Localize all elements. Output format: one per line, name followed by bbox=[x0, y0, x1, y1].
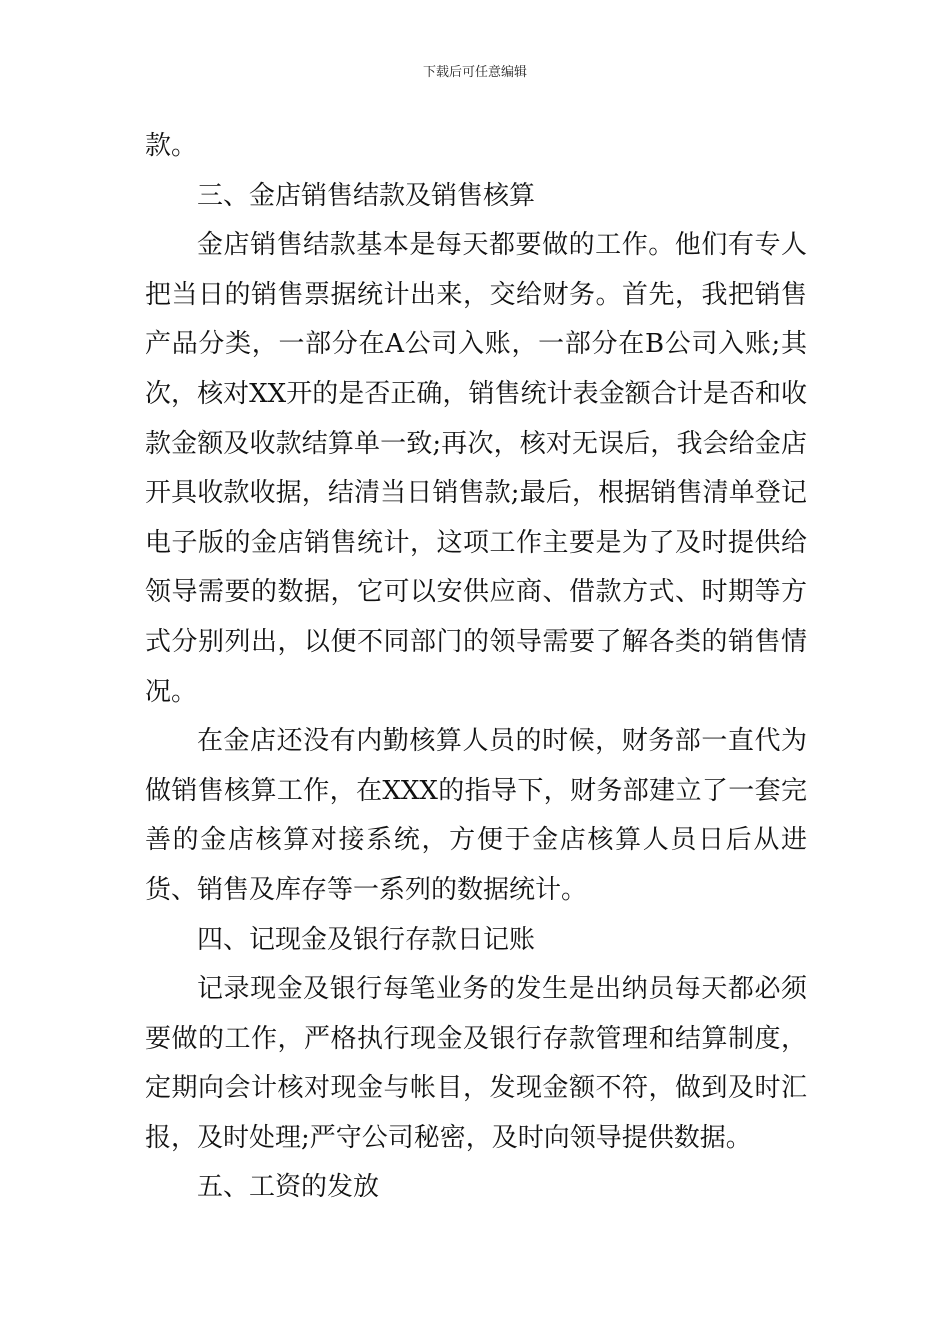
paragraph: 在金店还没有内勤核算人员的时候，财务部一直代为做销售核算工作，在XXX的指导下，财务部建立了一套完善的金店核算对接系统，方便于金店核算人员日后从进货、销售及库存等一系列的数据统计。 bbox=[145, 726, 807, 905]
section-heading-3: 三、金店销售结款及销售核算 bbox=[197, 180, 536, 211]
document-body bbox=[145, 122, 807, 1213]
page-header: 下载后可任意编辑 bbox=[422, 65, 527, 80]
paragraph: 记录现金及银行每笔业务的发生是出纳员每天都必须要做的工作，严格执行现金及银行存款管理和结算制度，定期向会计核对现金与帐目，发现金额不符，做到及时汇报，及时处理;严守公司秘密，及时向领导提供数据。 bbox=[145, 974, 807, 1153]
section-heading-4: 四、记现金及银行存款日记账 bbox=[197, 924, 536, 955]
paragraph-continuation: 款。 bbox=[145, 131, 198, 161]
paragraph: 金店销售结款基本是每天都要做的工作。他们有专人把当日的销售票据统计出来，交给财务。首先，我把销售产品分类，一部分在A公司入账，一部分在B公司入账;其次，核对XX开的是否正确，销售统计表金额合计是否和收款金额及收款结算单一致;再次，核对无误后，我会给金店开具收款收据，结清当日销售款;最后，根据销售清单登记电子版的金店销售统计，这项工作主要是为了及时提供给领导需要的数据，它可以安供应商、借款方式、时期等方式分别列出，以便不同部门的领导需要了解各类的销售情况。 bbox=[145, 230, 807, 707]
section-heading-5: 五、工资的发放 bbox=[197, 1172, 380, 1203]
